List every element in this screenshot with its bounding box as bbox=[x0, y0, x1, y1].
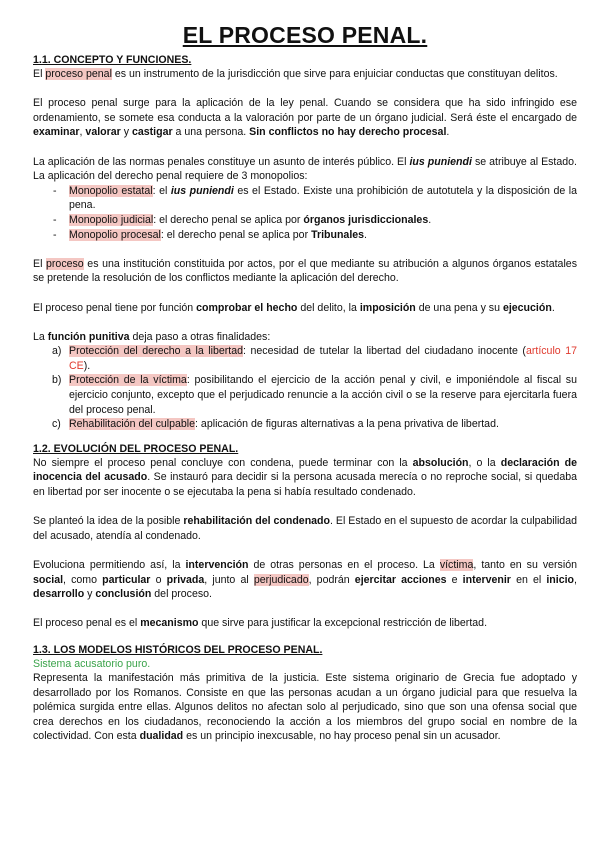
paragraph-definition: El proceso penal es un instrumento de la jurisdicción que sirve para enjuiciar conductas que constituyan delitos. bbox=[33, 68, 558, 80]
paragraph-funcion: El proceso penal tiene por función comprobar el hecho del delito, la imposición de una pena y su ejecución. bbox=[33, 301, 555, 314]
paragraph-monopolies-intro: La aplicación de las normas penales constituye un asunto de interés público. El ius puniendi se atribuye al Estado. La aplicación del derecho penal requiere de 3 monopolios: bbox=[33, 155, 577, 183]
subheading-acusatorio: Sistema acusatorio puro. bbox=[33, 657, 151, 670]
document-page bbox=[33, 22, 577, 744]
paragraph-intervencion: Evoluciona permitiendo así, la intervención de otras personas en el proceso. La víctima, tanto en su versión social, como particular o privada, junto al perjudicado, podrán ejercitar acciones e intervenir en el inicio, desarrollo y conclusión del proceso. bbox=[33, 559, 577, 601]
finalidades-list bbox=[33, 344, 577, 432]
list-item: - Monopolio judicial: el derecho penal se aplica por órganos jurisdiccionales. bbox=[69, 213, 577, 228]
article-reference: artículo 17 CE bbox=[69, 345, 578, 372]
list-item: c) Rehabilitación del culpable: aplicación de figuras alternativas a la pena privativa de libertad. bbox=[52, 418, 499, 431]
section-heading-1-2: 1.2. EVOLUCIÓN DEL PROCESO PENAL. bbox=[33, 442, 239, 455]
list-item: - Monopolio estatal: el ius puniendi es el Estado. Existe una prohibición de autotutela y la disposición de la pena. bbox=[69, 184, 577, 213]
section-heading-1-1: 1.1. CONCEPTO Y FUNCIONES. bbox=[33, 54, 192, 66]
paragraph-funcion-punitiva: La función punitiva deja paso a otras finalidades: bbox=[33, 330, 271, 343]
paragraph-acusatorio: Representa la manifestación más primitiva de la justicia. Este sistema originario de Grecia fue adoptado y desarrollado por los Romanos. Consiste en que las personas acudan a un órgano judicial para que resuelva la polémica surgida entre ellas. Algunos delitos no afectan solo al perjudicado, sino que son una ofensa social que crea derechos en los ciudadanos, reconociendo la acción a los miembros del grupo social en nombre de la colectividad. Con esta dualidad es un principio inexcusable, no hay proceso penal sin un acusador. bbox=[33, 671, 577, 743]
section-heading-1-3: 1.3. LOS MODELOS HISTÓRICOS DEL PROCESO PENAL. bbox=[33, 643, 323, 656]
list-item: - Monopolio procesal: el derecho penal se aplica por Tribunales. bbox=[69, 228, 577, 243]
paragraph-condena: No siempre el proceso penal concluye con condena, puede terminar con la absolución, o la declaración de inocencia del acusado. Se instauró para decidir si la persona acusada merecía o no reproche social, si quedaba en libertad por ser inocente o se ejecutaba la pena si había resultado condenado. bbox=[33, 456, 578, 499]
paragraph-origin: El proceso penal surge para la aplicación de la ley penal. Cuando se considera que ha sido infringido ese ordenamiento, se somete esa conducta a la valoración por parte de un órgano judicial. Será éste el encargado de examinar, valorar y castigar a una persona. Sin conflictos no hay derecho procesal. bbox=[33, 97, 577, 139]
paragraph-rehabilitacion: Se planteó la idea de la posible rehabilitación del condenado. El Estado en el supuesto de acordar la culpabilidad del acusado, atendía al condenado. bbox=[33, 515, 577, 542]
paragraph-mecanismo: El proceso penal es el mecanismo que sirve para justificar la excepcional restricción de libertad. bbox=[33, 617, 488, 630]
list-item: b) Protección de la víctima: posibilitando el ejercicio de la acción penal y civil, e imponiéndole al fiscal su ejercicio conjunto, excepto que el perjudicado renuncie a la acción civil o se la reserve para ejercitarla fuera del proceso penal. bbox=[52, 374, 577, 416]
list-item: a) Protección del derecho a la libertad: necesidad de tutelar la libertad del ciudadano inocente (artículo 17 CE). bbox=[52, 345, 578, 372]
document-title: EL PROCESO PENAL. bbox=[182, 22, 428, 48]
monopolies-list bbox=[33, 184, 577, 242]
paragraph-proceso-institucion: El proceso es una institución constituida por actos, por el que mediante su atribución a algunos órganos estatales se pretende la resolución de los conflictos mediante la aplicación del derecho. bbox=[33, 257, 577, 285]
highlight-proceso-penal: proceso penal bbox=[45, 68, 112, 80]
